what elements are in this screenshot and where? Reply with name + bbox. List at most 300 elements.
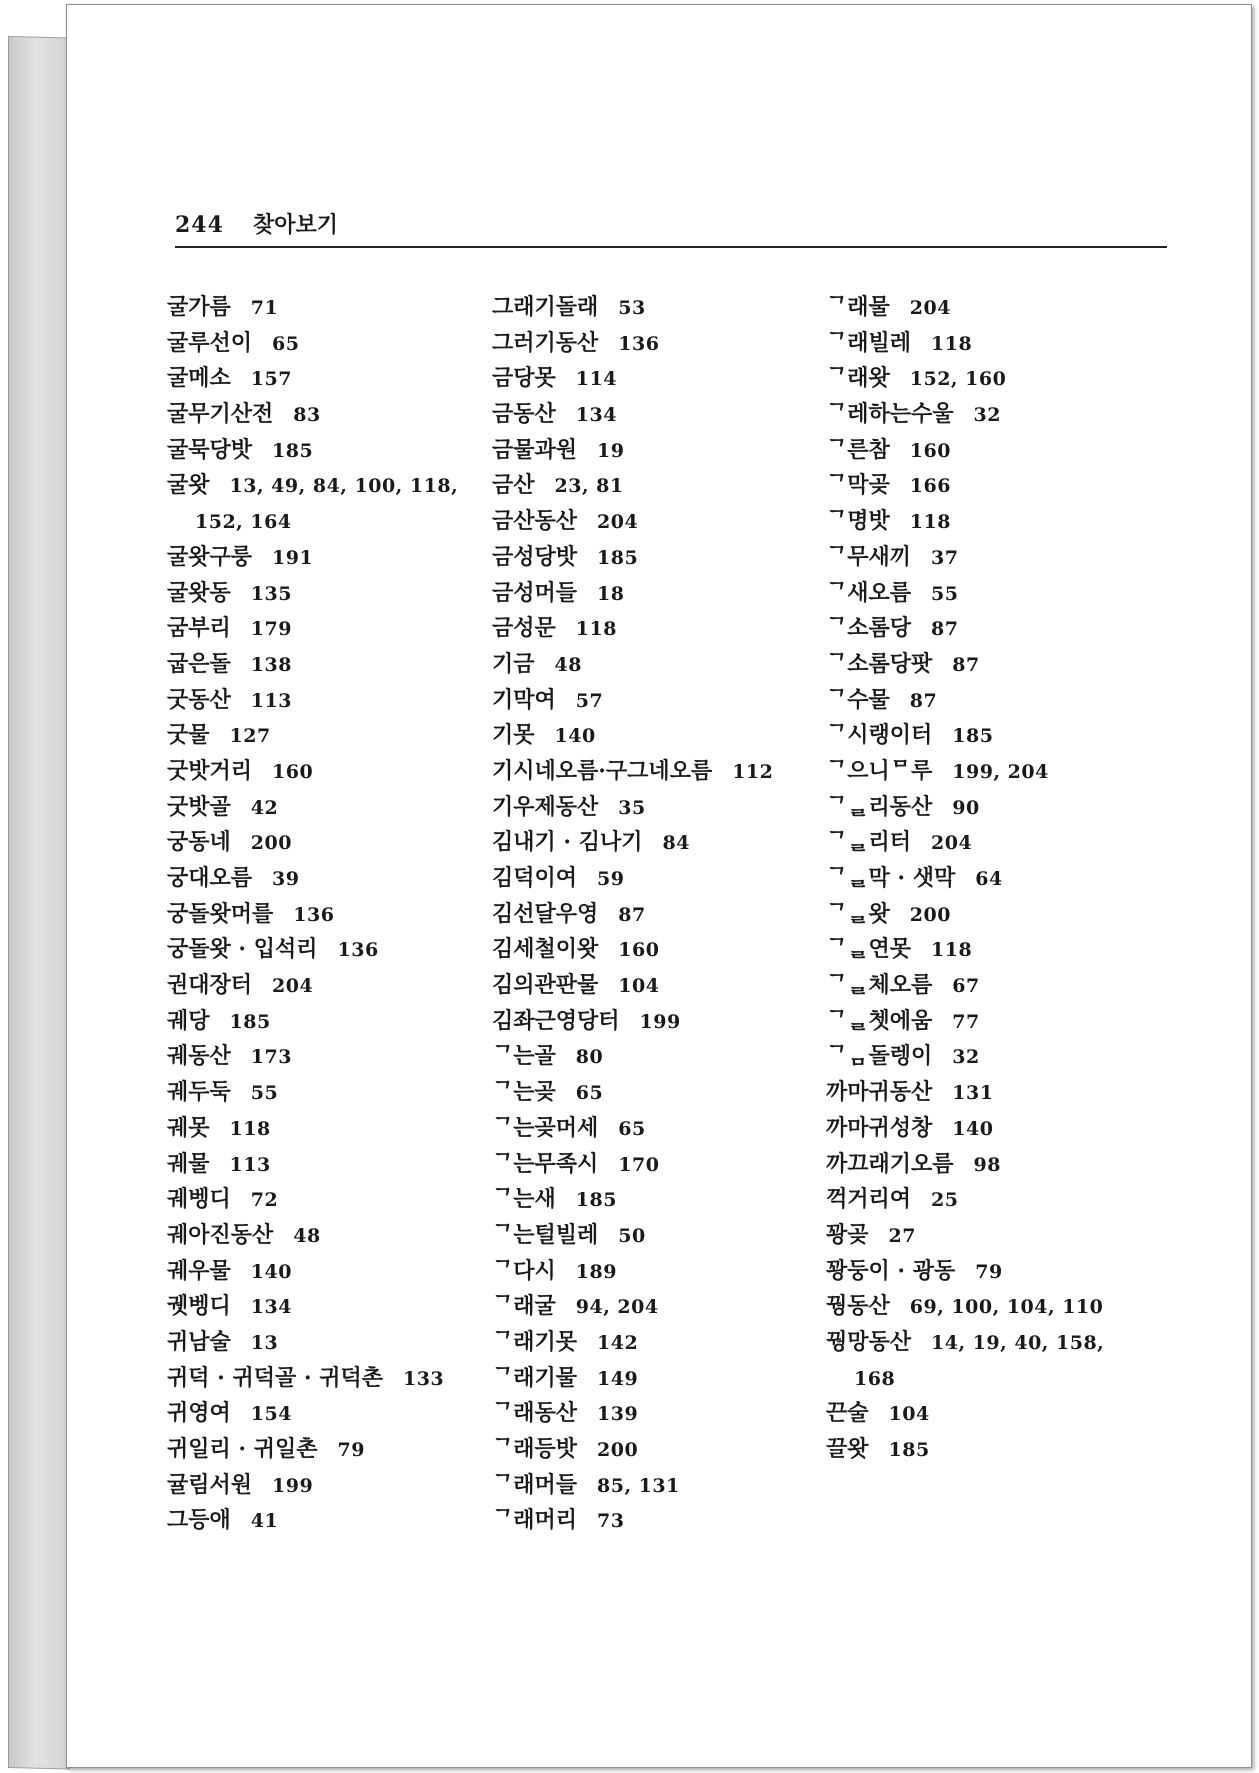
page-number: 244 xyxy=(175,212,224,238)
index-term: 궤벵디 xyxy=(167,1186,231,1213)
index-term: ᄀᆯ리터 xyxy=(826,829,912,856)
index-entry xyxy=(826,932,1156,968)
index-entry xyxy=(826,825,1156,861)
index-term: 김내기 · 김나기 xyxy=(492,829,643,856)
index-term: 기못 xyxy=(492,722,535,749)
index-pages: 134 xyxy=(250,1296,292,1319)
page-header xyxy=(175,208,1167,248)
index-pages: 118 xyxy=(909,511,951,534)
index-pages: 79 xyxy=(337,1439,365,1461)
index-pages: 113 xyxy=(229,1153,271,1176)
index-entry xyxy=(826,540,1156,576)
index-entry xyxy=(826,718,1156,754)
index-pages: 72 xyxy=(250,1189,279,1212)
index-term: 궤우물 xyxy=(167,1257,231,1284)
index-pages: 152, 160 xyxy=(909,368,1007,391)
index-entry xyxy=(167,361,467,397)
index-term: 기금 xyxy=(492,650,535,677)
index-entry xyxy=(167,504,467,540)
index-term: 김덕이여 xyxy=(492,865,578,891)
index-entry xyxy=(167,1182,467,1218)
index-pages: 80 xyxy=(575,1046,604,1069)
index-entry xyxy=(167,326,467,362)
index-pages: 200 xyxy=(250,832,292,855)
index-pages: 136 xyxy=(293,903,335,926)
index-entry xyxy=(492,790,862,826)
index-term: 궤물 xyxy=(167,1150,210,1177)
index-pages: 79 xyxy=(975,1260,1003,1283)
index-term: 김세철이왓 xyxy=(492,936,599,963)
index-entry xyxy=(826,1432,1156,1468)
index-entry xyxy=(167,468,467,504)
index-term: 궤아진동산 xyxy=(167,1221,274,1248)
index-pages: 55 xyxy=(250,1082,279,1105)
index-entry xyxy=(826,1361,1156,1397)
index-pages: 204 xyxy=(909,297,951,319)
index-pages: 19 xyxy=(597,439,625,462)
index-entry xyxy=(492,1468,862,1504)
index-term: ᄀ는골 xyxy=(492,1043,556,1070)
index-entry xyxy=(492,861,862,897)
index-term: ᄀ으니ᄆ루 xyxy=(826,757,933,784)
index-term: 권대장터 xyxy=(167,972,253,999)
index-term: 궁돌왓 · 입석리 xyxy=(167,936,318,963)
index-term: 까마귀동산 xyxy=(826,1079,933,1106)
index-term: ᄀ는곶 xyxy=(492,1079,556,1106)
index-term: ᄀ래빌레 xyxy=(826,329,912,356)
index-entry xyxy=(492,718,862,754)
index-term: ᄀᆯ리동산 xyxy=(826,793,933,820)
index-term: ᄀ새오름 xyxy=(826,579,912,606)
index-entry xyxy=(826,290,1156,326)
index-pages: 65 xyxy=(618,1117,646,1140)
index-term: 그래기돌래 xyxy=(492,294,599,320)
index-pages: 94, 204 xyxy=(575,1296,659,1319)
index-pages: 173 xyxy=(250,1046,292,1069)
index-entry xyxy=(826,397,1156,433)
index-pages: 90 xyxy=(952,796,980,819)
index-term: 궁돌왓머를 xyxy=(167,900,274,927)
index-entry xyxy=(167,1396,467,1432)
index-pages: 139 xyxy=(597,1403,639,1426)
index-term: ᄀ소롬당팟 xyxy=(826,650,933,677)
index-pages: 98 xyxy=(973,1153,1001,1176)
index-term: ᄀ래동산 xyxy=(492,1400,578,1427)
index-pages: 133 xyxy=(402,1367,445,1390)
index-entry xyxy=(167,397,467,433)
index-term: 꽝곶 xyxy=(826,1221,869,1248)
index-pages: 77 xyxy=(952,1010,980,1033)
header-rule xyxy=(175,246,1167,248)
index-pages: 114 xyxy=(575,368,617,391)
index-term: 까마귀성창 xyxy=(826,1114,933,1141)
index-entry xyxy=(492,932,862,968)
index-term: 금동산 xyxy=(492,401,556,428)
index-term: ᄀ른참 xyxy=(826,436,890,463)
index-pages: 53 xyxy=(618,297,646,319)
index-term: 귀영여 xyxy=(167,1400,231,1427)
index-term: ᄀ는곶머세 xyxy=(492,1114,599,1141)
index-term: ᄀᆯ왓 xyxy=(826,900,890,927)
index-entry xyxy=(167,1289,467,1325)
index-entry xyxy=(492,897,862,933)
index-pages: 140 xyxy=(952,1117,994,1140)
index-entry xyxy=(492,433,862,469)
index-term: 금성머들 xyxy=(492,579,578,606)
index-term: 까끄래기오름 xyxy=(826,1150,954,1177)
index-term: 굴묵당밧 xyxy=(167,436,253,463)
index-entry xyxy=(826,326,1156,362)
index-entry xyxy=(492,683,862,719)
index-term: 굴왓구룽 xyxy=(167,543,253,570)
index-term: 꿩동산 xyxy=(826,1293,890,1320)
index-term: 금성당밧 xyxy=(492,543,578,570)
index-pages: 179 xyxy=(250,618,292,641)
index-term: ᄀ다시 xyxy=(492,1257,556,1284)
index-term: 기우제동산 xyxy=(492,793,599,820)
index-entry xyxy=(492,1396,862,1432)
index-term: 굿밧거리 xyxy=(167,757,253,784)
index-entry xyxy=(167,683,467,719)
index-entry xyxy=(492,397,862,433)
index-column-3 xyxy=(826,290,1156,1468)
index-pages: 55 xyxy=(931,582,959,605)
index-pages: 185 xyxy=(272,439,314,462)
index-entry xyxy=(167,290,467,326)
index-entry xyxy=(167,1004,467,1040)
index-entry xyxy=(826,1289,1156,1325)
index-term: ᄀ래기못 xyxy=(492,1328,578,1355)
index-pages: 87 xyxy=(952,653,980,676)
index-term: 굴왓동 xyxy=(167,579,231,606)
index-entry xyxy=(826,647,1156,683)
index-entry xyxy=(826,504,1156,540)
index-entry xyxy=(167,1432,467,1468)
index-term: 귤림서원 xyxy=(167,1471,253,1498)
index-entry xyxy=(167,897,467,933)
index-pages-continued: 168 xyxy=(854,1367,896,1390)
index-pages: 185 xyxy=(575,1189,617,1212)
index-pages: 185 xyxy=(952,725,994,748)
index-entry xyxy=(826,1111,1156,1147)
index-entry xyxy=(826,1075,1156,1111)
index-pages: 140 xyxy=(250,1260,292,1283)
index-term: ᄀ래머리 xyxy=(492,1507,578,1534)
index-term: 굴메소 xyxy=(167,365,231,392)
index-term: 궤못 xyxy=(167,1114,210,1141)
index-pages: 140 xyxy=(554,725,596,748)
index-column-1 xyxy=(167,290,467,1539)
index-term: 금물과원 xyxy=(492,436,578,463)
index-pages: 166 xyxy=(909,475,951,498)
index-entry xyxy=(492,1111,862,1147)
index-term: ᄀ는무족시 xyxy=(492,1150,599,1177)
index-entry xyxy=(492,1182,862,1218)
index-pages-continued: 152, 164 xyxy=(195,511,292,534)
index-term: 기시네오름·구그네오름 xyxy=(492,757,713,784)
index-entry xyxy=(492,1325,862,1361)
index-pages: 65 xyxy=(575,1082,604,1105)
index-entry xyxy=(492,1432,862,1468)
index-pages: 112 xyxy=(732,760,774,783)
index-term: ᄀᆯ체오름 xyxy=(826,972,933,999)
index-pages: 154 xyxy=(250,1403,292,1426)
index-pages: 200 xyxy=(597,1439,639,1461)
index-entry xyxy=(167,1039,467,1075)
index-term: ᄀᆯ막 · 샛막 xyxy=(826,865,956,891)
index-pages: 35 xyxy=(618,796,646,819)
index-entry xyxy=(492,326,862,362)
index-term: 김선달우영 xyxy=(492,900,599,927)
index-term: 귀남술 xyxy=(167,1328,231,1355)
index-pages: 118 xyxy=(229,1117,271,1140)
index-term: 굴가름 xyxy=(167,294,231,320)
index-pages: 138 xyxy=(250,653,292,676)
index-entry xyxy=(492,968,862,1004)
index-entry xyxy=(492,1289,862,1325)
index-pages: 200 xyxy=(909,903,951,926)
index-pages: 71 xyxy=(250,297,279,319)
index-entry xyxy=(167,968,467,1004)
index-term: 굼부리 xyxy=(167,615,231,642)
index-entry xyxy=(167,1503,467,1539)
index-pages: 48 xyxy=(554,653,582,676)
index-entry xyxy=(492,1503,862,1539)
index-term: ᄀ래물 xyxy=(826,294,890,320)
index-pages: 13 xyxy=(250,1331,279,1354)
index-entry xyxy=(492,1147,862,1183)
index-term: ᄀ래머들 xyxy=(492,1471,578,1498)
index-entry xyxy=(167,1218,467,1254)
index-entry xyxy=(167,1468,467,1504)
index-term: 굿밧골 xyxy=(167,793,231,820)
index-entry xyxy=(826,611,1156,647)
index-pages: 87 xyxy=(618,903,646,926)
index-entry xyxy=(167,1075,467,1111)
index-entry xyxy=(167,433,467,469)
index-entry xyxy=(492,647,862,683)
index-pages: 27 xyxy=(888,1224,916,1247)
page-title: 찾아보기 xyxy=(253,212,339,238)
index-pages: 23, 81 xyxy=(554,475,624,498)
index-term: 궁동네 xyxy=(167,829,231,856)
index-entry xyxy=(492,361,862,397)
index-pages: 160 xyxy=(909,439,951,462)
index-pages: 160 xyxy=(618,939,660,962)
index-entry xyxy=(826,1004,1156,1040)
index-entry xyxy=(492,290,862,326)
index-pages: 104 xyxy=(618,975,660,998)
index-entry xyxy=(826,1325,1156,1361)
index-pages: 104 xyxy=(888,1403,930,1426)
index-pages: 160 xyxy=(272,760,314,783)
index-term: 기막여 xyxy=(492,686,556,713)
index-pages: 41 xyxy=(250,1510,279,1533)
index-pages: 87 xyxy=(931,618,959,641)
index-term: 꿩망동산 xyxy=(826,1328,912,1355)
index-pages: 131 xyxy=(952,1082,994,1105)
index-pages: 67 xyxy=(952,975,980,998)
index-term: ᄀ수물 xyxy=(826,686,890,713)
index-entry xyxy=(826,1039,1156,1075)
index-entry xyxy=(167,825,467,861)
index-entry xyxy=(167,1111,467,1147)
index-term: 궤당 xyxy=(167,1007,210,1034)
index-term: 굿동산 xyxy=(167,686,231,713)
index-entry xyxy=(826,1254,1156,1290)
index-pages: 185 xyxy=(888,1439,930,1461)
index-pages: 65 xyxy=(272,332,300,355)
index-entry xyxy=(492,468,862,504)
index-term: 굴무기산전 xyxy=(167,401,274,428)
index-term: ᄀ명밧 xyxy=(826,508,890,535)
index-term: ᄀ막곶 xyxy=(826,472,890,499)
index-entry xyxy=(826,361,1156,397)
index-entry xyxy=(826,1147,1156,1183)
index-entry xyxy=(167,790,467,826)
index-entry xyxy=(492,1218,862,1254)
index-term: 귀일리 · 귀일촌 xyxy=(167,1436,318,1462)
index-pages: 199, 204 xyxy=(952,760,1049,783)
index-term: ᄀᆯ연못 xyxy=(826,936,912,963)
index-pages: 204 xyxy=(272,975,314,998)
index-pages: 42 xyxy=(250,796,279,819)
index-pages: 113 xyxy=(250,689,292,712)
index-term: 김좌근영당터 xyxy=(492,1007,620,1034)
index-pages: 135 xyxy=(250,582,292,605)
index-entry xyxy=(492,1254,862,1290)
index-term: 그등애 xyxy=(167,1507,231,1534)
index-entry xyxy=(167,718,467,754)
index-term: 김의관판물 xyxy=(492,972,599,999)
index-entry xyxy=(167,932,467,968)
index-pages: 118 xyxy=(575,618,617,641)
index-term: 귀덕 · 귀덕골 · 귀덕촌 xyxy=(167,1364,383,1391)
index-pages: 83 xyxy=(293,404,321,427)
index-term: ᄀ래기물 xyxy=(492,1364,578,1391)
index-entry xyxy=(826,861,1156,897)
index-term: ᄀ는새 xyxy=(492,1186,556,1213)
index-pages: 37 xyxy=(931,546,959,569)
index-pages: 87 xyxy=(909,689,938,712)
index-term: ᄀ무새끼 xyxy=(826,543,912,570)
index-term: 궤동산 xyxy=(167,1043,231,1070)
index-entry xyxy=(492,504,862,540)
index-pages: 118 xyxy=(931,332,973,355)
index-term: 그러기동산 xyxy=(492,329,599,356)
index-term: 끈술 xyxy=(826,1400,869,1427)
index-term: ᄀ래굴 xyxy=(492,1293,556,1320)
index-term: 끌왓 xyxy=(826,1436,869,1462)
index-entry xyxy=(826,790,1156,826)
index-entry xyxy=(826,1182,1156,1218)
index-pages: 25 xyxy=(931,1189,959,1212)
index-pages: 13, 49, 84, 100, 118, xyxy=(229,475,459,498)
index-pages: 64 xyxy=(975,868,1003,890)
index-pages: 185 xyxy=(229,1010,271,1033)
index-pages: 50 xyxy=(618,1224,646,1247)
index-term: ᄀᆷ돌렝이 xyxy=(826,1043,933,1070)
book-spine xyxy=(8,36,70,1770)
index-entry xyxy=(826,468,1156,504)
index-entry xyxy=(167,861,467,897)
index-entry xyxy=(492,754,862,790)
index-term: 금성문 xyxy=(492,615,556,642)
index-pages: 134 xyxy=(575,404,617,427)
index-term: 금당못 xyxy=(492,365,556,392)
index-entry xyxy=(167,1254,467,1290)
index-column-2 xyxy=(492,290,862,1539)
index-entry xyxy=(826,1218,1156,1254)
index-entry xyxy=(492,611,862,647)
index-pages: 48 xyxy=(293,1224,321,1247)
index-pages: 84 xyxy=(662,832,690,855)
index-pages: 73 xyxy=(597,1510,625,1533)
index-entry xyxy=(826,683,1156,719)
index-entry xyxy=(826,968,1156,1004)
index-pages: 204 xyxy=(597,511,639,534)
index-pages: 136 xyxy=(337,939,379,962)
index-entry xyxy=(492,1004,862,1040)
index-pages: 14, 19, 40, 158, xyxy=(931,1331,1105,1354)
index-entry xyxy=(492,1075,862,1111)
index-term: ᄀ는털빌레 xyxy=(492,1221,599,1248)
index-entry xyxy=(492,1039,862,1075)
index-pages: 32 xyxy=(952,1046,980,1069)
index-pages: 199 xyxy=(272,1474,314,1497)
index-entry xyxy=(492,540,862,576)
index-term: 굴왓 xyxy=(167,472,210,499)
index-entry xyxy=(826,433,1156,469)
index-term: 궷벵디 xyxy=(167,1293,231,1320)
index-term: 굿물 xyxy=(167,722,210,749)
index-pages: 149 xyxy=(597,1367,639,1390)
index-term: ᄀ래등밧 xyxy=(492,1436,578,1462)
index-pages: 142 xyxy=(597,1331,639,1354)
index-entry xyxy=(826,1396,1156,1432)
index-entry xyxy=(826,754,1156,790)
index-pages: 157 xyxy=(250,368,292,391)
index-term: 궁대오름 xyxy=(167,865,253,891)
index-pages: 32 xyxy=(973,404,1001,427)
index-pages: 69, 100, 104, 110 xyxy=(909,1296,1104,1319)
index-pages: 191 xyxy=(272,546,314,569)
index-term: ᄀ레하는수울 xyxy=(826,401,954,428)
index-entry xyxy=(167,647,467,683)
index-term: ᄀᆯ쳇에움 xyxy=(826,1007,933,1034)
index-term: ᄀ시랭이터 xyxy=(826,722,933,749)
index-pages: 136 xyxy=(618,332,660,355)
index-pages: 127 xyxy=(229,725,271,748)
index-term: 금산 xyxy=(492,472,535,499)
index-entry xyxy=(167,1325,467,1361)
index-term: 굴루선이 xyxy=(167,329,253,356)
index-pages: 204 xyxy=(931,832,973,855)
index-entry xyxy=(492,1361,862,1397)
index-pages: 185 xyxy=(597,546,639,569)
index-pages: 118 xyxy=(931,939,973,962)
index-pages: 59 xyxy=(597,868,625,890)
index-pages: 18 xyxy=(597,582,625,605)
index-entry xyxy=(167,611,467,647)
index-entry xyxy=(492,576,862,612)
index-term: 꺽거리여 xyxy=(826,1186,912,1213)
index-pages: 39 xyxy=(272,868,300,890)
index-entry xyxy=(167,1147,467,1183)
index-entry xyxy=(826,897,1156,933)
index-term: 금산동산 xyxy=(492,508,578,535)
index-pages: 85, 131 xyxy=(597,1474,680,1497)
